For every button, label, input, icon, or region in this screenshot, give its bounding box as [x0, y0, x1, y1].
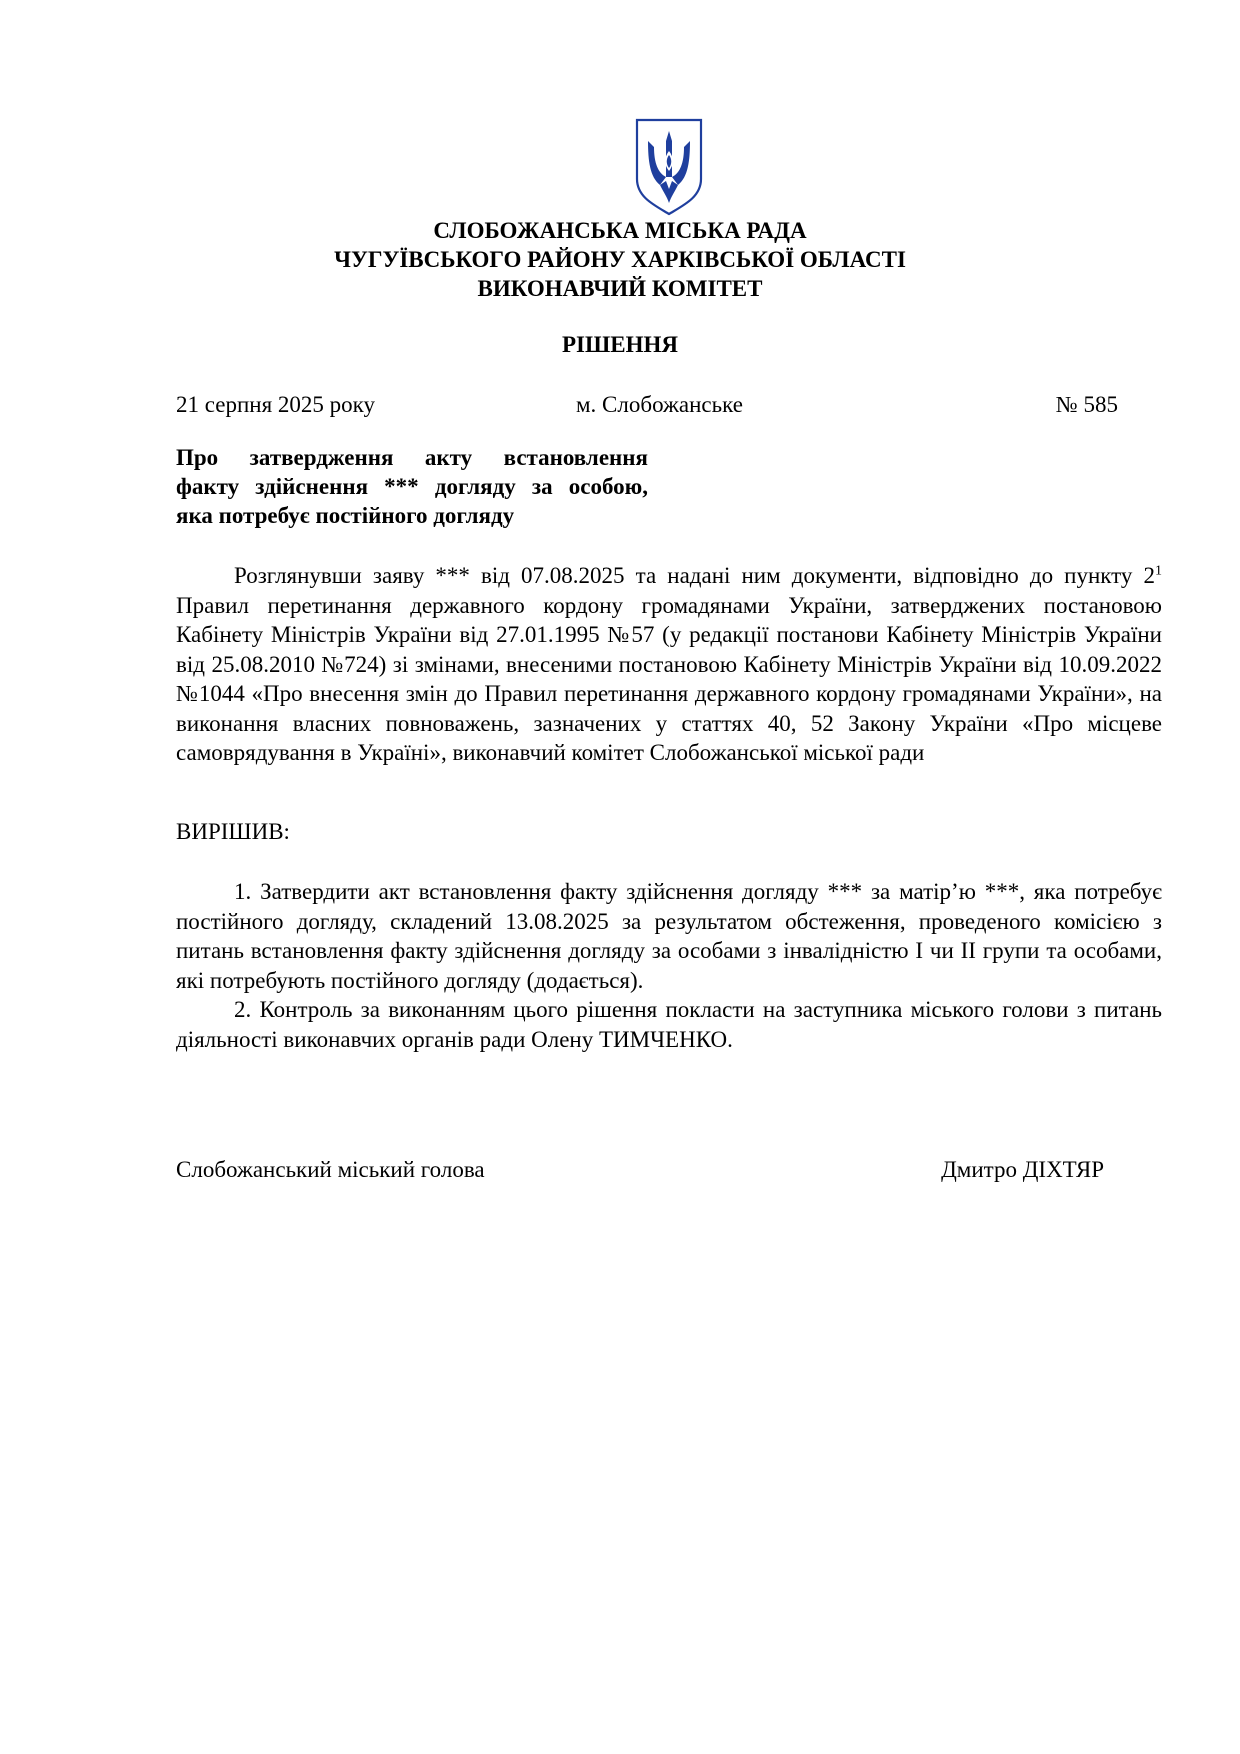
document-type: РІШЕННЯ	[562, 332, 678, 357]
decision-meta-row	[176, 390, 1118, 420]
preamble-superscript: 1	[1155, 563, 1162, 579]
preamble-text-part-1: Розглянувши заяву *** від 07.08.2025 та надані ним документи, відповідно до пункту 2	[234, 563, 1155, 588]
decision-place: м. Слобожанське	[576, 392, 743, 417]
district-name: ЧУГУЇВСЬКОГО РАЙОНУ ХАРКІВСЬКОЇ ОБЛАСТІ	[334, 247, 906, 272]
preamble-paragraph	[176, 561, 1162, 768]
council-name: СЛОБОЖАНСЬКА МІСЬКА РАДА	[433, 218, 807, 243]
decision-items	[176, 877, 1162, 1054]
decision-subject	[176, 443, 648, 530]
decision-item-1: 1. Затвердити акт встановлення факту здійснення догляду *** за матір’ю ***, яка потребує постійного догляду, складений 13.08.2025 за результатом обстеження, проведеного комісією з питань встановлення факту здійснення догляду за особами з інвалідністю І чи ІІ групи та особами, які потребують постійного догляду (додається).	[176, 879, 1162, 993]
signatory-position: Слобожанський міський голова	[176, 1157, 485, 1182]
subject-line-1: Про затвердження акту встановлення	[176, 445, 648, 470]
decided-label-block	[176, 817, 1162, 847]
signatory-name: Дмитро ДІХТЯР	[941, 1157, 1104, 1182]
decided-label: ВИРІШИВ:	[176, 819, 290, 844]
decision-date: 21 серпня 2025 року	[176, 392, 375, 417]
subject-line-2: факту здійснення *** догляду за особою,	[176, 474, 648, 499]
signature-block	[176, 1155, 1104, 1185]
ukraine-coat-of-arms-icon	[634, 117, 704, 217]
preamble-text-part-2: Правил перетинання державного кордону громадянами України, затверджених постановою Кабінету Міністрів України від 27.01.1995 №57 (у редакції постанови Кабінету Міністрів України від 25.08.2010 №724) зі змінами, внесеними постановою Кабінету Міністрів України від 10.09.2022 №1044 «Про внесення змін до Правил перетинання державного кордону громадянами України», на виконання власних повноважень, зазначених у статтях 40, 52 Закону України «Про місцеве самоврядування в Україні», виконавчий комітет Слобожанської міської ради	[176, 592, 1162, 765]
decision-item-2: 2. Контроль за виконанням цього рішення покласти на заступника міського голови з питань діяльності виконавчих органів ради Олену ТИМЧЕНКО.	[176, 997, 1162, 1052]
subject-line-3: яка потребує постійного догляду	[176, 503, 515, 528]
committee-name: ВИКОНАВЧИЙ КОМІТЕТ	[477, 276, 763, 301]
organization-header	[0, 216, 1240, 303]
decision-number: № 585	[1055, 392, 1118, 417]
